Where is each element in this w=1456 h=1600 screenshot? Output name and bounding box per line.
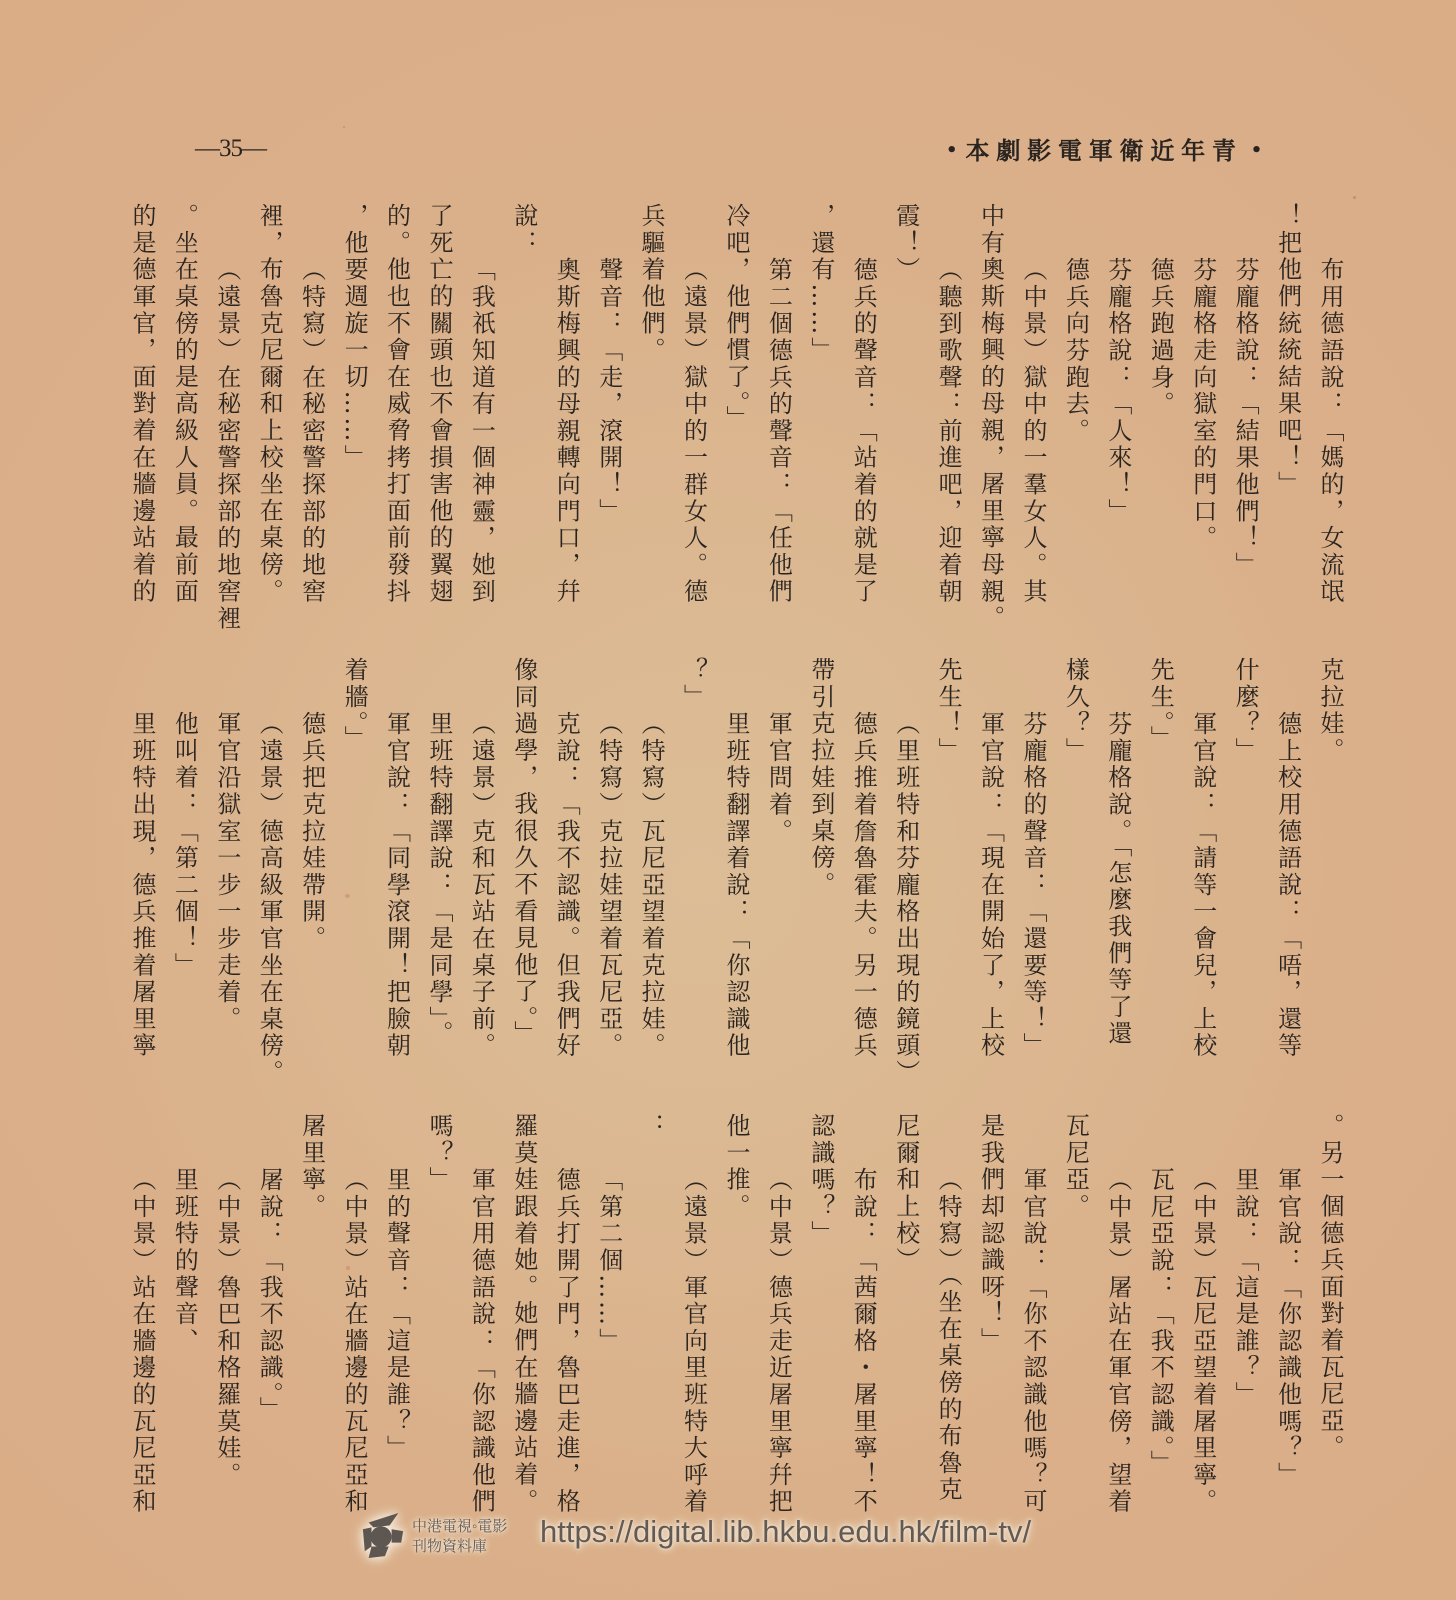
running-header-title: 青年近衛軍電影劇本 bbox=[965, 136, 1243, 165]
bullet-ornament: • bbox=[1250, 140, 1263, 161]
script-column: 着牆。」 bbox=[340, 657, 369, 753]
script-column: （中景）瓦尼亞望着屠里寧。 bbox=[1188, 1166, 1217, 1515]
script-column: 尼爾和上校） bbox=[891, 1113, 920, 1274]
script-column: ？」 bbox=[679, 657, 708, 711]
script-column: 里班特出現，德兵推着屠里寧 bbox=[127, 710, 156, 1059]
script-column: 的是德軍官，面對着在牆邊站着的 bbox=[127, 203, 156, 605]
script-column: 芬龐格的聲音：「還要等！」 bbox=[1018, 710, 1047, 1059]
film-spotlight-icon bbox=[360, 1510, 406, 1560]
page-number: —35— bbox=[195, 135, 266, 162]
script-column: 先生。」 bbox=[1146, 657, 1175, 753]
script-column: 軍官說：「你不認識他嗎？可 bbox=[1018, 1166, 1047, 1515]
archive-url: https://digital.lib.hkbu.edu.hk/film-tv/ bbox=[540, 1514, 1032, 1549]
script-column: （特寫）瓦尼亞望着克拉娃。 bbox=[637, 710, 666, 1059]
script-column: 芬龐格說：「結果他們！」 bbox=[1231, 256, 1260, 579]
script-column: 帶引克拉娃到桌傍。 bbox=[806, 657, 835, 899]
script-column: 軍官問着。 bbox=[764, 710, 793, 845]
script-column: 克說：「我不認識。但我們好 bbox=[552, 710, 581, 1059]
script-column: 軍官說：「同學滾開！把臉朝 bbox=[382, 710, 411, 1059]
script-column: 羅莫娃跟着她。她們在牆邊站着。 bbox=[509, 1113, 538, 1515]
script-column: （特寫）（坐在桌傍的布魯克 bbox=[934, 1166, 963, 1503]
archive-name-line-2: 刊物資料庫 bbox=[412, 1538, 488, 1555]
script-column: 德兵跑過身。 bbox=[1146, 256, 1175, 418]
script-column: 冷吧，他們慣了。」 bbox=[721, 203, 750, 433]
script-column: 軍官說：「現在開始了，上校 bbox=[976, 710, 1005, 1059]
script-column: 布說：「茜爾格・屠里寧！不 bbox=[849, 1166, 878, 1515]
script-column: （遠景）克和瓦站在桌子前。 bbox=[467, 710, 496, 1059]
script-column: 克拉娃。 bbox=[1316, 657, 1344, 765]
script-column: 他叫着：「第二個！」 bbox=[170, 710, 199, 979]
script-column: 聲音：「走，滾開！」 bbox=[594, 256, 623, 525]
script-column: 德兵打開了門，魯巴走進，格 bbox=[552, 1166, 581, 1515]
script-column: （特寫）在秘密警探部的地窖 bbox=[297, 256, 326, 605]
script-column: 兵驅着他們。 bbox=[637, 203, 666, 364]
script-column: （中景）魯巴和格羅莫娃。 bbox=[212, 1166, 241, 1489]
script-column: 像同過學，我很久不看見他了。」 bbox=[509, 657, 538, 1047]
script-column: 里班特翻譯着說：「你認識他 bbox=[721, 710, 750, 1059]
script-column: 嗎？」 bbox=[424, 1113, 453, 1194]
script-column: 「我祇知道有一個神靈，她到 bbox=[467, 256, 496, 605]
script-column: 芬龐格走向獄室的門口。 bbox=[1188, 256, 1217, 552]
script-column: 什麼？」 bbox=[1231, 657, 1260, 765]
script-column: 芬龐格說：「人來！」 bbox=[1103, 256, 1132, 525]
script-column: 第二個德兵的聲音：「任他們 bbox=[764, 256, 793, 605]
script-column: 。坐在桌傍的是高級人員。最前面 bbox=[170, 203, 199, 605]
script-column: 軍官說：「請等一會兒，上校 bbox=[1188, 710, 1217, 1059]
script-column: 布用德語說：「媽的，女流氓 bbox=[1316, 256, 1344, 605]
script-column: 是我們却認識呀！」 bbox=[976, 1113, 1005, 1355]
script-column: 瓦尼亞。 bbox=[1061, 1113, 1090, 1221]
script-column: （中景）獄中的一羣女人。其 bbox=[1018, 256, 1047, 605]
script-column: 里班特翻譯說：「是同學」。 bbox=[424, 710, 453, 1047]
script-column: 德兵推着詹魯霍夫。另一德兵 bbox=[849, 710, 878, 1059]
archive-name-line-1: 中港電視◦電影 bbox=[412, 1518, 508, 1535]
script-column: 瓦尼亞說：「我不認識。」 bbox=[1146, 1166, 1175, 1477]
script-column: （遠景）軍官向里班特大呼着 bbox=[679, 1166, 708, 1515]
script-column: （中景）德兵走近屠里寧幷把 bbox=[764, 1166, 793, 1515]
script-column: 軍官用德語說：「你認識他們 bbox=[467, 1166, 496, 1515]
script-column: 了死亡的關頭也不會損害他的翼翅 bbox=[424, 203, 453, 605]
script-column: 中有奧斯梅興的母親，屠里寧母親。 bbox=[976, 203, 1005, 632]
script-column: （中景）站在牆邊的瓦尼亞和 bbox=[127, 1166, 156, 1515]
watermark bbox=[352, 1504, 1092, 1568]
script-column: 認識嗎？」 bbox=[806, 1113, 835, 1247]
script-column: 里說：「這是誰？」 bbox=[1231, 1166, 1260, 1408]
script-column: （聽到歌聲：前進吧，迎着朝 bbox=[934, 256, 963, 605]
script-column: ： bbox=[637, 1113, 666, 1140]
script-column: （遠景）在秘密警探部的地窖裡 bbox=[212, 256, 241, 632]
script-column: 里班特的聲音、 bbox=[170, 1166, 199, 1355]
script-column: （特寫）克拉娃望着瓦尼亞。 bbox=[594, 710, 623, 1059]
script-column: 他一推。 bbox=[721, 1113, 750, 1221]
script-column: （中景）站在牆邊的瓦尼亞和 bbox=[340, 1166, 369, 1515]
script-column: 說： bbox=[509, 203, 538, 257]
script-column: ！把他們統統結果吧！」 bbox=[1273, 203, 1302, 498]
script-column: 樣久？」 bbox=[1061, 657, 1090, 765]
script-column: 德兵的聲音：「站着的就是了 bbox=[849, 256, 878, 605]
script-column: 德兵把克拉娃帶開。 bbox=[297, 710, 326, 952]
script-column: 軍官說：「你認識他嗎？」 bbox=[1273, 1166, 1302, 1489]
script-column: 先生！」 bbox=[934, 657, 963, 765]
bullet-ornament: • bbox=[946, 140, 958, 161]
archive-name bbox=[412, 1517, 507, 1557]
script-column: 裡，布魯克尼爾和上校坐在桌傍。 bbox=[255, 203, 284, 605]
script-column: 「第二個……」 bbox=[594, 1166, 623, 1355]
script-column: 奧斯梅興的母親轉向門口，幷 bbox=[552, 256, 581, 605]
script-column: ，他要週旋一切……」 bbox=[340, 203, 369, 471]
script-column: 芬龐格說。「怎麼我們等了還 bbox=[1103, 710, 1132, 1047]
script-column: 屠說：「我不認識。」 bbox=[255, 1166, 284, 1423]
script-column: 軍官沿獄室一步一步走着。 bbox=[212, 710, 241, 1033]
script-column: （中景）屠站在軍官傍，望着 bbox=[1103, 1166, 1132, 1515]
script-column: （遠景）德高級軍官坐在桌傍。 bbox=[255, 710, 284, 1086]
script-column: 德兵向芬跑去。 bbox=[1061, 256, 1090, 445]
script-column: （遠景）獄中的一群女人。德 bbox=[679, 256, 708, 605]
script-column: 。另一個德兵面對着瓦尼亞。 bbox=[1316, 1113, 1344, 1462]
script-column: （里班特和芬龐格出現的鏡頭） bbox=[891, 710, 920, 1086]
script-column: 屠里寧。 bbox=[297, 1113, 326, 1221]
script-column: 的。他也不會在威脅拷打面前發抖 bbox=[382, 203, 411, 605]
script-column: 里的聲音：「這是誰？」 bbox=[382, 1166, 411, 1462]
script-column: ，還有……」 bbox=[806, 203, 835, 364]
script-column: 霞！） bbox=[891, 203, 920, 284]
script-column: 德上校用德語說：「唔，還等 bbox=[1273, 710, 1302, 1059]
